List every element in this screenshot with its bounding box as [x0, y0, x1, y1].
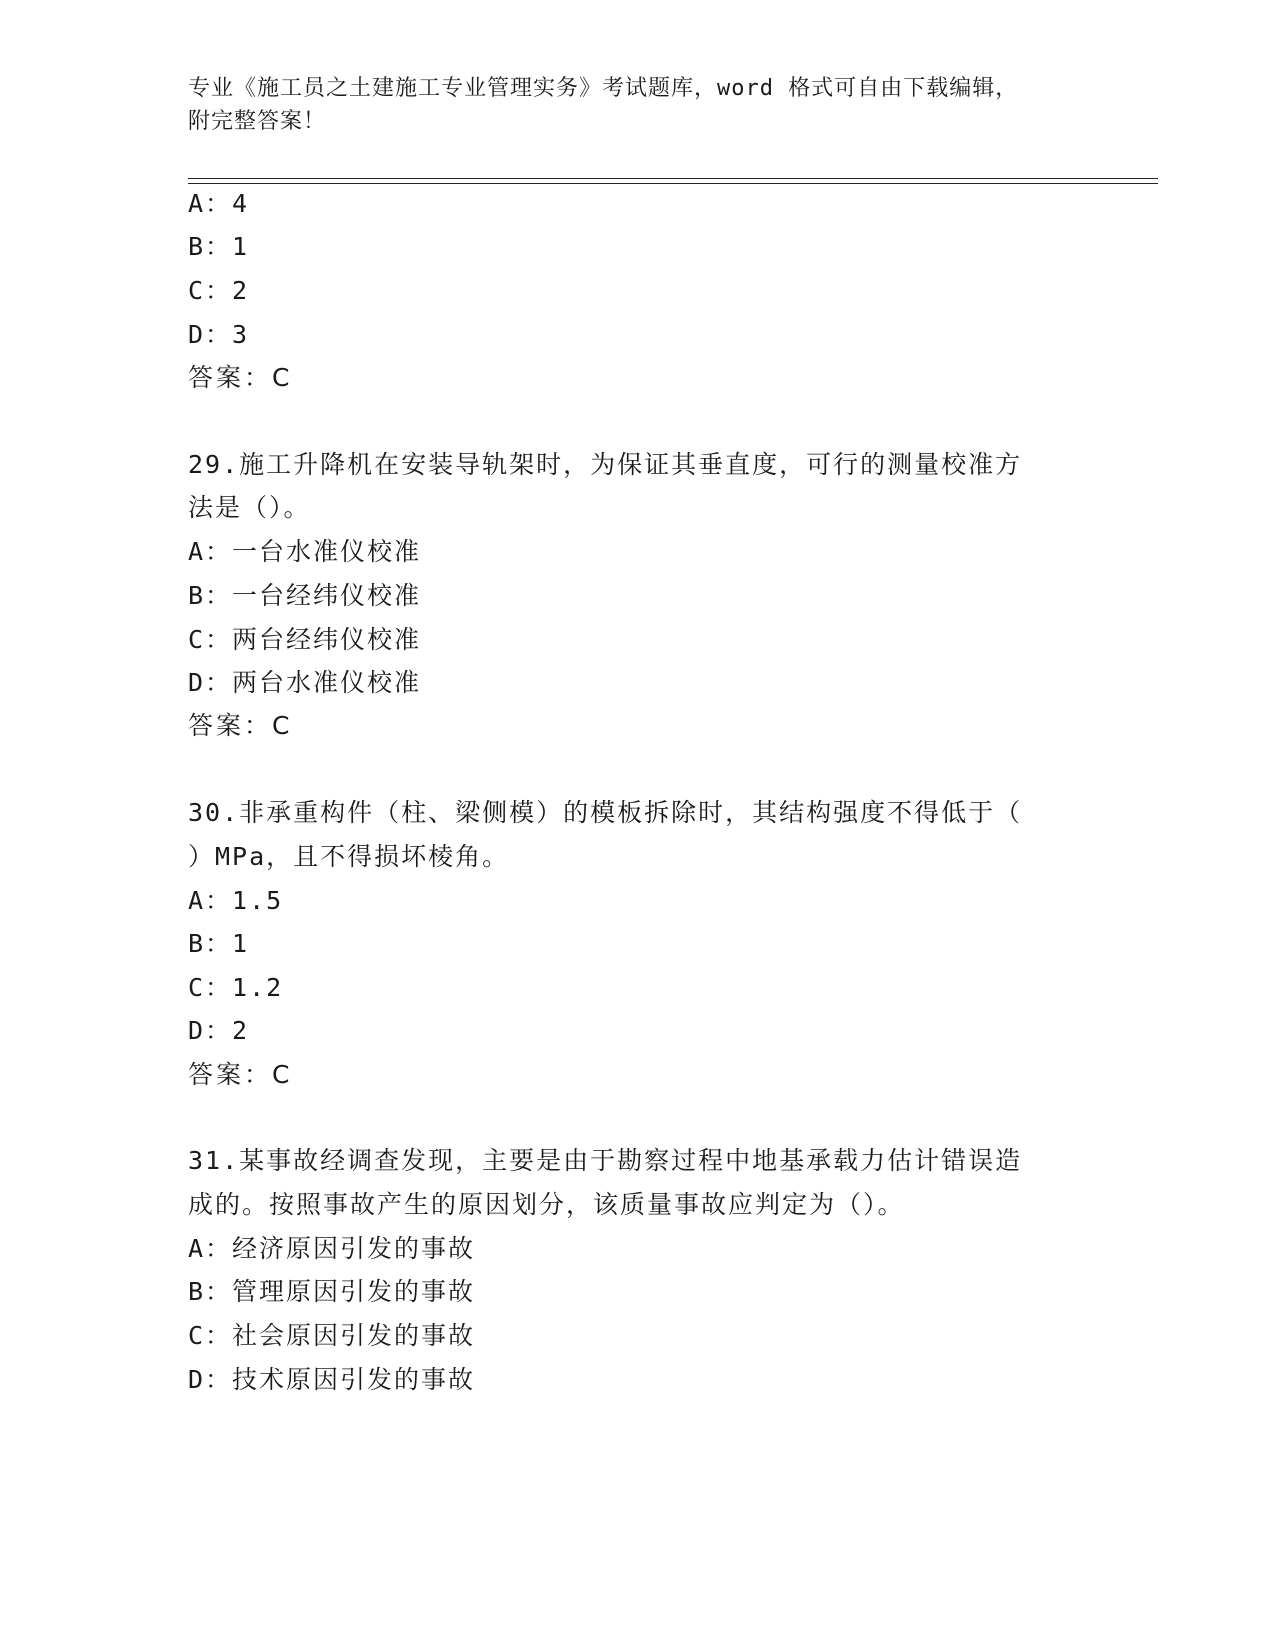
header-double-rule — [188, 178, 1158, 184]
q30-option-b: B：1 — [188, 929, 250, 958]
q30-option-d: D：2 — [188, 1016, 250, 1045]
q29-option-a: A：一台水准仪校准 — [188, 537, 422, 566]
q31-stem-line-1: 31.某事故经调查发现，主要是由于勘察过程中地基承载力估计错误造 — [188, 1146, 1023, 1175]
q28-option-c: C：2 — [188, 276, 250, 305]
q29-stem-line-1: 29.施工升降机在安装导轨架时，为保证其垂直度，可行的测量校准方 — [188, 450, 1023, 479]
q28-option-d: D：3 — [188, 320, 250, 349]
q29-option-c: C：两台经纬仪校准 — [188, 625, 422, 654]
q30-stem-line-1: 30.非承重构件（柱、梁侧模）的模板拆除时，其结构强度不得低于（ — [188, 798, 1023, 827]
q31-option-c: C：社会原因引发的事故 — [188, 1321, 476, 1350]
q30-option-a: A：1.5 — [188, 886, 284, 915]
q28-option-b: B：1 — [188, 232, 250, 261]
q28-answer: 答案：C — [188, 363, 293, 392]
header-line-2: 附完整答案！ — [188, 109, 327, 134]
q31-stem-line-2: 成的。按照事故产生的原因划分，该质量事故应判定为（）。 — [188, 1190, 905, 1219]
q30-stem-line-2: ）MPa，且不得损坏棱角。 — [188, 842, 510, 871]
q29-stem-line-2: 法是（）。 — [188, 493, 311, 522]
q31-option-a: A：经济原因引发的事故 — [188, 1234, 476, 1263]
q30-answer: 答案：C — [188, 1060, 293, 1089]
q29-answer: 答案：C — [188, 711, 293, 740]
q29-option-d: D：两台水准仪校准 — [188, 668, 422, 697]
q31-option-b: B：管理原因引发的事故 — [188, 1277, 476, 1306]
header-line-1: 专业《施工员之土建施工专业管理实务》考试题库，word 格式可自由下载编辑， — [188, 76, 1019, 101]
q29-option-b: B：一台经纬仪校准 — [188, 581, 422, 610]
document-header — [188, 72, 1088, 138]
q28-option-a: A：4 — [188, 189, 250, 218]
q30-option-c: C：1.2 — [188, 973, 284, 1002]
q31-option-d: D：技术原因引发的事故 — [188, 1365, 476, 1394]
